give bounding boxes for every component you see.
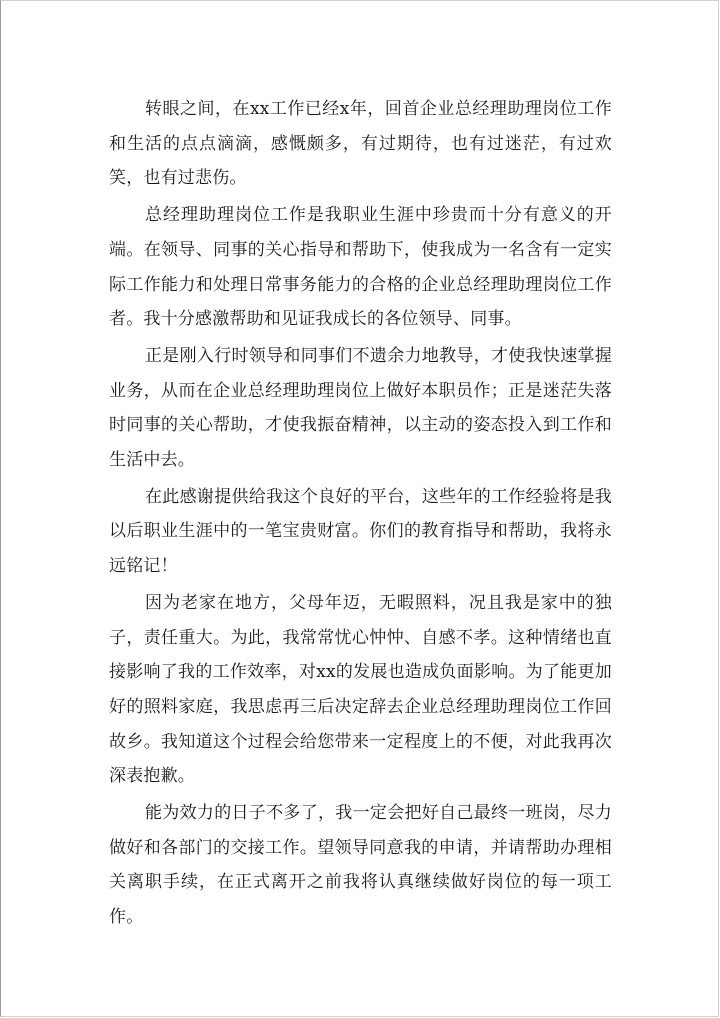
paragraph-2: 总经理助理岗位工作是我职业生涯中珍贵而十分有意义的开端。在领导、同事的关心指导和帮助下，使我成为一名含有一定实际工作能力和处理日常事务能力的合格的企业总经理助理岗位工作者。我十分感激帮助和见证我成长的各位领导、同事。 [109, 205, 612, 330]
paragraph-1: 转眼之间，在xx工作已经x年，回首企业总经理助理岗位工作和生活的点点滴滴，感慨颇多，有过期待，也有过迷茫，有过欢笑，也有过悲伤。 [109, 99, 612, 189]
paragraph-3: 正是刚入行时领导和同事们不遗余力地教导，才使我快速掌握业务，从而在企业总经理助理岗位上做好本职员作；正是迷茫失落时同事的关心帮助，才使我振奋精神，以主动的姿态投入到工作和生活中去。 [109, 345, 612, 471]
paragraph-4: 在此感谢提供给我这个良好的平台，这些年的工作经验将是我以后职业生涯中的一笔宝贵财富。你们的教育指导和帮助，我将永远铭记！ [109, 486, 612, 577]
paragraph-6: 能为效力的日子不多了，我一定会把好自己最终一班岗，尽力做好和各部门的交接工作。望领导同意我的申请，并请帮助办理相关离职手续，在正式离开之前我将认真继续做好岗位的每一项工作。 [109, 803, 612, 928]
paragraph-5: 因为老家在地方，父母年迈，无暇照料，况且我是家中的独子，责任重大。为此，我常常忧心忡忡、自感不孝。这种情绪也直接影响了我的工作效率，对xx的发展也造成负面影响。为了能更加好的照料家庭，我思虑再三后决定辞去企业总经理助理岗位工作回故乡。我知道这个过程会给您带来一定程度上的不便，对此我再次深表抱歉。 [109, 592, 612, 787]
document-body [109, 92, 612, 937]
